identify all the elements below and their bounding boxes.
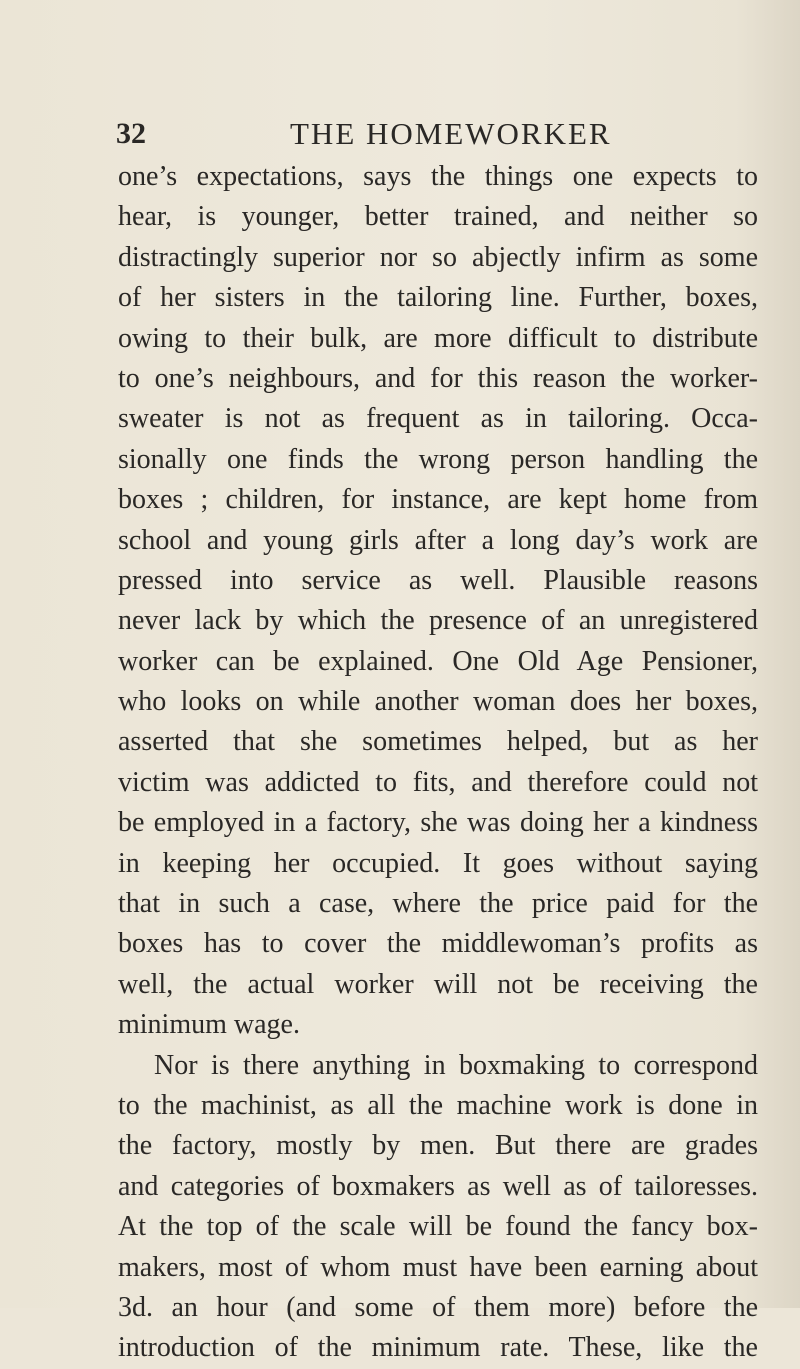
text-line: who looks on while another woman does her boxes,: [118, 686, 758, 718]
text-line: pressed into service as well. Plausible reasons: [118, 564, 758, 596]
body-text: [118, 157, 758, 1369]
text-line: to the machinist, as all the machine work is done in: [118, 1089, 758, 1121]
text-line-paragraph-end: minimum wage.: [118, 1009, 300, 1041]
text-line: of her sisters in the tailoring line. Further, boxes,: [118, 282, 758, 314]
text-line: school and young girls after a long day’s work are: [118, 524, 758, 556]
text-line: distractingly superior nor so abjectly infirm as some: [118, 241, 758, 273]
page-number: 32: [116, 117, 146, 150]
text-line: well, the actual worker will not be receiving the: [118, 968, 758, 1000]
text-line: that in such a case, where the price paid for the: [118, 888, 758, 920]
text-line: worker can be explained. One Old Age Pensioner,: [118, 645, 758, 677]
text-line: victim was addicted to fits, and therefore could not: [118, 766, 758, 798]
text-line: to one’s neighbours, and for this reason the worker-: [118, 362, 758, 394]
text-line: boxes has to cover the middlewoman’s profits as: [118, 928, 758, 960]
text-line: in keeping her occupied. It goes without saying: [118, 847, 758, 879]
text-line: be employed in a factory, she was doing her a kindness: [118, 807, 758, 839]
running-head: [0, 112, 800, 156]
text-line: boxes ; children, for instance, are kept home from: [118, 484, 758, 516]
text-line: sionally one finds the wrong person handling the: [118, 443, 758, 475]
text-line: the factory, mostly by men. But there are grades: [118, 1130, 758, 1162]
text-line: one’s expectations, says the things one expects to: [118, 161, 758, 192]
text-line: At the top of the scale will be found the fancy box-: [118, 1211, 758, 1243]
text-line-paragraph-start: Nor is there anything in boxmaking to correspond: [154, 1049, 758, 1081]
text-line: introduction of the minimum rate. These, like the: [118, 1332, 758, 1364]
text-line: never lack by which the presence of an unregistered: [118, 605, 758, 637]
text-line: makers, most of whom must have been earning about: [118, 1251, 758, 1283]
text-line: sweater is not as frequent as in tailoring. Occa-: [118, 403, 758, 435]
running-title: THE HOMEWORKER: [290, 116, 612, 151]
text-line: asserted that she sometimes helped, but as her: [118, 726, 758, 758]
text-line: and categories of boxmakers as well as of tailoresses.: [118, 1170, 758, 1202]
text-line: owing to their bulk, are more difficult to distribute: [118, 322, 758, 354]
text-line: 3d. an hour (and some of them more) before the: [118, 1291, 758, 1323]
text-line: hear, is younger, better trained, and neither so: [118, 201, 758, 233]
